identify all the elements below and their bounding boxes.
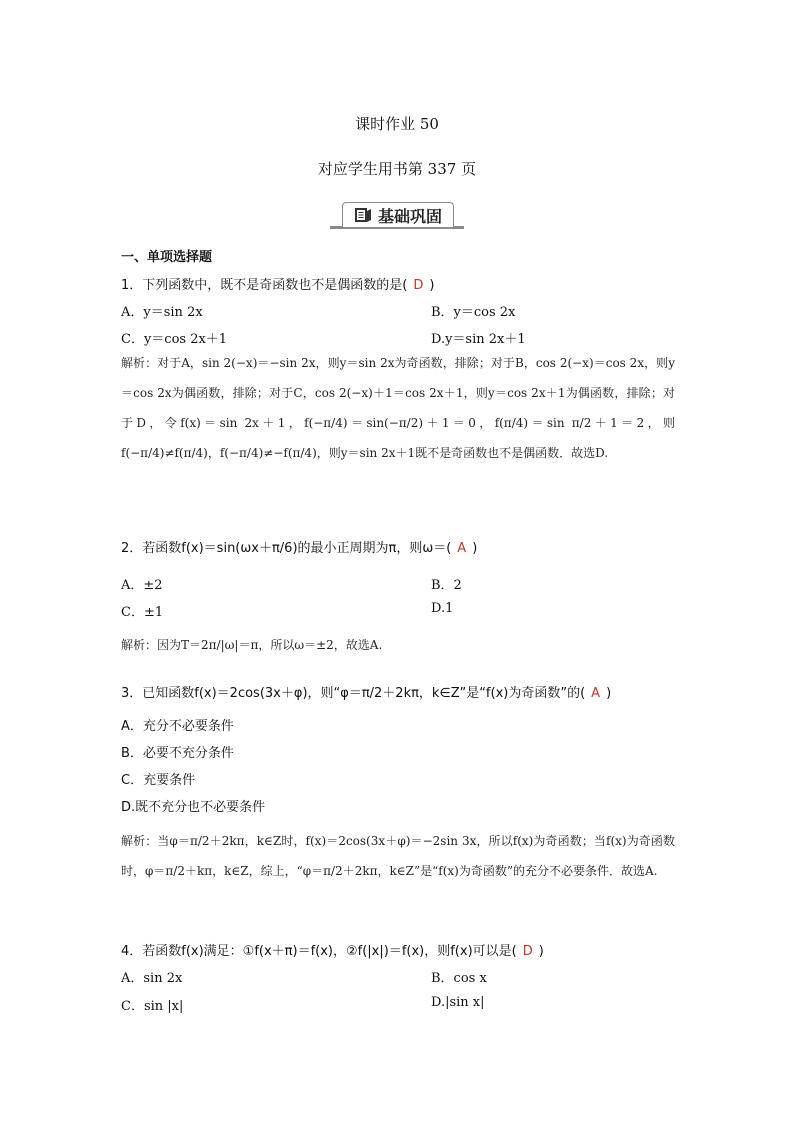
question-4-option-d: D.|sin x|: [431, 995, 485, 1010]
question-3-answer: A: [591, 686, 601, 701]
banner-label: 基础巩固: [377, 206, 442, 226]
question-1-close: ): [429, 278, 435, 293]
banner-box: [342, 202, 454, 227]
question-2-analysis: 解析：因为T＝2π/|ω|＝π，所以ω＝±2，故选A.: [121, 638, 383, 652]
question-2-option-a: A．±2: [121, 578, 163, 593]
question-1-text: 1．下列函数中，既不是奇函数也不是偶函数的是(: [121, 278, 408, 293]
question-3-close: ): [606, 686, 612, 701]
question-4-text: 4．若函数f(x)满足：①f(x＋π)＝f(x)，②f(|x|)＝f(x)，则f(x)可以是(: [121, 944, 517, 959]
question-1-option-b: B．y＝cos 2x: [431, 305, 516, 320]
question-4-answer: D: [522, 944, 533, 959]
question-3-option-d: D.既不充分也不必要条件: [121, 800, 266, 815]
question-4-close: ): [538, 944, 544, 959]
question-2-close: ): [472, 541, 478, 556]
question-2-answer: A: [457, 541, 467, 556]
question-1-stem: [121, 274, 434, 293]
question-2-stem: [121, 537, 477, 556]
book-icon: [354, 207, 372, 223]
question-1-option-d: D.y＝sin 2x＋1: [431, 332, 526, 347]
question-1-option-c: C．y＝cos 2x＋1: [121, 332, 228, 347]
question-4-option-b: B．cos x: [431, 971, 487, 986]
page-subtitle: 对应学生用书第 337 页: [317, 160, 477, 178]
question-3-analysis: 解析：当φ＝π/2＋2kπ，k∈Z时，f(x)＝2cos(3x＋φ)＝−2sin 3x，所以f(x)为奇函数；当f(x)为奇函数时，φ＝π/2＋kπ，k∈Z，综上，“φ＝π/2＋2kπ，k∈Z”是“f(x)为奇函数”的充分不必要条件．故选A.: [121, 834, 675, 878]
page-title: 课时作业 50: [355, 115, 439, 133]
section-heading: 一、单项选择题: [121, 250, 213, 265]
question-3-text: 3．已知函数f(x)＝2cos(3x＋φ)，则“φ＝π/2＋2kπ，k∈Z”是“f(x)为奇函数”的(: [121, 686, 586, 701]
question-4-option-a: A．sin 2x: [121, 971, 183, 986]
question-4-stem: [121, 940, 544, 959]
question-2-option-d: D.1: [431, 601, 454, 616]
question-3-stem: [121, 682, 611, 701]
question-1-option-a: A．y＝sin 2x: [121, 305, 203, 320]
question-3-option-a: A．充分不必要条件: [121, 719, 234, 734]
question-2-option-c: C．±1: [121, 605, 164, 620]
question-1-analysis: 解析：对于A，sin 2(−x)＝−sin 2x，则y＝sin 2x为奇函数，排除；对于B，cos 2(−x)＝cos 2x，则y＝cos 2x为偶函数，排除；对于C，cos 2(−x)＋1＝cos 2x＋1，则y＝cos 2x＋1为偶函数，排除；对于D，令f(x)＝sin 2x＋1，f(−π/4)＝sin(−π/2)＋1＝0，f(π/4)＝sin π/2＋1＝2，则f(−π/4)≠f(π/4)，f(−π/4)≠−f(π/4)，则y＝sin 2x＋1既不是奇函数也不是偶函数．故选D.: [121, 356, 675, 460]
question-4-option-c: C．sin |x|: [121, 999, 184, 1014]
question-3-option-b: B．必要不充分条件: [121, 746, 234, 761]
section-banner: [330, 200, 464, 230]
question-2-text: 2．若函数f(x)＝sin(ωx＋π/6)的最小正周期为π，则ω＝(: [121, 541, 452, 556]
question-3-option-c: C．充要条件: [121, 773, 196, 788]
question-2-option-b: B．2: [431, 578, 462, 593]
question-1-answer: D: [413, 278, 424, 293]
